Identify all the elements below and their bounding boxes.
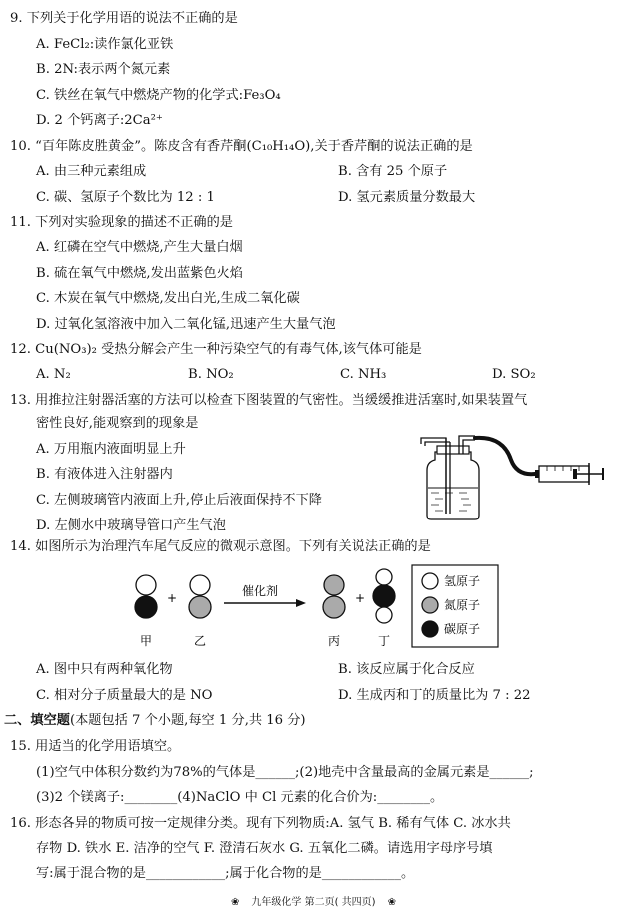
label-yi: 乙: [193, 634, 207, 648]
syringe: [535, 463, 603, 485]
q10-option-b: B. 含有 25 个原子: [338, 164, 448, 179]
q13-stem-line1: 13. 用推拉注射器活塞的方法可以检查下图装置的气密性。当缓缓推进活塞时,如果装置气: [10, 393, 528, 408]
q15-stem: 15. 用适当的化学用语填空。: [10, 739, 181, 754]
legend-n-swatch: [422, 597, 438, 613]
q9-option-a: A. FeCl₂:读作氯化亚铁: [36, 37, 174, 52]
plus-sign-1: +: [166, 591, 178, 605]
q13-option-c: C. 左侧玻璃管内液面上升,停止后液面保持不下降: [36, 493, 322, 508]
q9-stem: 9. 下列关于化学用语的说法不正确的是: [10, 11, 238, 26]
catalyst-label: 催化剂: [241, 584, 279, 598]
molecule-bing-bottom-atom: [323, 596, 345, 618]
rubber-hose: [475, 438, 535, 474]
molecule-ding-bottom-atom: [376, 607, 392, 623]
q16-line2: 存物 D. 铁水 E. 洁净的空气 F. 澄清石灰水 G. 五氧化二磷。请选用字母序号填: [36, 841, 493, 856]
q10-option-c: C. 碳、氢原子个数比为 12 : 1: [36, 190, 215, 205]
q13-option-b: B. 有液体进入注射器内: [36, 467, 173, 482]
q14-stem: 14. 如图所示为治理汽车尾气反应的微观示意图。下列有关说法正确的是: [10, 539, 431, 554]
q15-line1: (1)空气中体积分数约为78%的气体是______;(2)地壳中含量最高的金属元素是______;: [36, 765, 534, 780]
q11-option-d: D. 过氧化氢溶液中加入二氧化锰,迅速产生大量气泡: [36, 317, 336, 332]
molecule-jia-bottom-atom: [135, 596, 157, 618]
q9-option-d: D. 2 个钙离子:2Ca²⁺: [36, 113, 163, 128]
molecule-jia-top-atom: [136, 575, 156, 595]
stopper: [437, 446, 469, 454]
section2-heading: [4, 711, 306, 731]
page-footer: [0, 893, 627, 908]
q16-line3: 写:属于混合物的是____________;属于化合物的是____________。: [36, 866, 415, 881]
q16-line1: 16. 形态各异的物质可按一定规律分类。现有下列物质:A. 氢气 B. 稀有气体 C. 冰水共: [10, 816, 511, 831]
legend-hydrogen: 氢原子: [444, 574, 481, 588]
q11-option-c: C. 木炭在氧气中燃烧,发出白光,生成二氧化碳: [36, 291, 300, 306]
label-jia: 甲: [139, 634, 153, 648]
q14-option-a: A. 图中只有两种氧化物: [36, 662, 173, 677]
q13-option-a: A. 万用瓶内液面明显上升: [36, 442, 186, 457]
q12-option-c: C. NH₃: [340, 367, 387, 382]
q11-option-a: A. 红磷在空气中燃烧,产生大量白烟: [36, 240, 243, 255]
q10-option-a: A. 由三种元素组成: [36, 164, 147, 179]
q14-option-d: D. 生成丙和丁的质量比为 7 : 22: [338, 688, 531, 703]
molecule-yi-bottom-atom: [189, 596, 211, 618]
q12-option-b: B. NO₂: [188, 367, 234, 382]
footer-deco-right: ❀: [387, 897, 396, 908]
q9-option-b: B. 2N:表示两个氮元素: [36, 62, 171, 77]
molecule-ding-top-atom: [376, 569, 392, 585]
q12-stem: 12. Cu(NO₃)₂ 受热分解会产生一种污染空气的有毒气体,该气体可能是: [10, 342, 422, 357]
atom-legend: [412, 565, 498, 647]
legend-carbon: 碳原子: [444, 622, 481, 636]
q10-option-d: D. 氢元素质量分数最大: [338, 190, 476, 205]
q11-option-b: B. 硫在氧气中燃烧,发出蓝紫色火焰: [36, 266, 243, 281]
reaction-diagram: [120, 563, 520, 655]
footer-text: 九年级化学 第二页( 共四页): [251, 897, 376, 908]
legend-h-swatch: [422, 573, 438, 589]
plus-sign-2: +: [354, 591, 366, 605]
legend-c-swatch: [422, 621, 438, 637]
q9-option-c: C. 铁丝在氧气中燃烧产物的化学式:Fe₃O₄: [36, 88, 281, 103]
q13-option-d: D. 左侧水中玻璃导管口产生气泡: [36, 518, 226, 533]
q14-option-c: C. 相对分子质量最大的是 NO: [36, 688, 213, 703]
section2-title: 二、填空题: [4, 713, 70, 728]
q12-option-d: D. SO₂: [492, 367, 536, 382]
section2-note: (本题包括 7 个小题,每空 1 分,共 16 分): [69, 713, 306, 728]
legend-nitrogen: 氮原子: [444, 598, 481, 612]
footer-deco-left: ❀: [231, 897, 240, 908]
q12-option-a: A. N₂: [36, 367, 71, 382]
q11-stem: 11. 下列对实验现象的描述不正确的是: [10, 215, 233, 230]
label-ding: 丁: [377, 634, 391, 648]
q10-stem: 10. “百年陈皮胜黄金”。陈皮含有香芹酮(C₁₀H₁₄O),关于香芹酮的说法正确的是: [10, 139, 473, 154]
q13-stem-line2: 密性良好,能观察到的现象是: [36, 416, 199, 431]
molecule-ding-middle-atom: [373, 585, 395, 607]
molecule-yi-top-atom: [190, 575, 210, 595]
label-bing: 丙: [327, 634, 341, 648]
q14-option-b: B. 该反应属于化合反应: [338, 662, 475, 677]
molecule-bing-top-atom: [324, 575, 344, 595]
q15-line2: (3)2 个镁离子:________(4)NaClO 中 Cl 元素的化合价为:________。: [36, 790, 444, 805]
apparatus-figure: [413, 430, 613, 522]
